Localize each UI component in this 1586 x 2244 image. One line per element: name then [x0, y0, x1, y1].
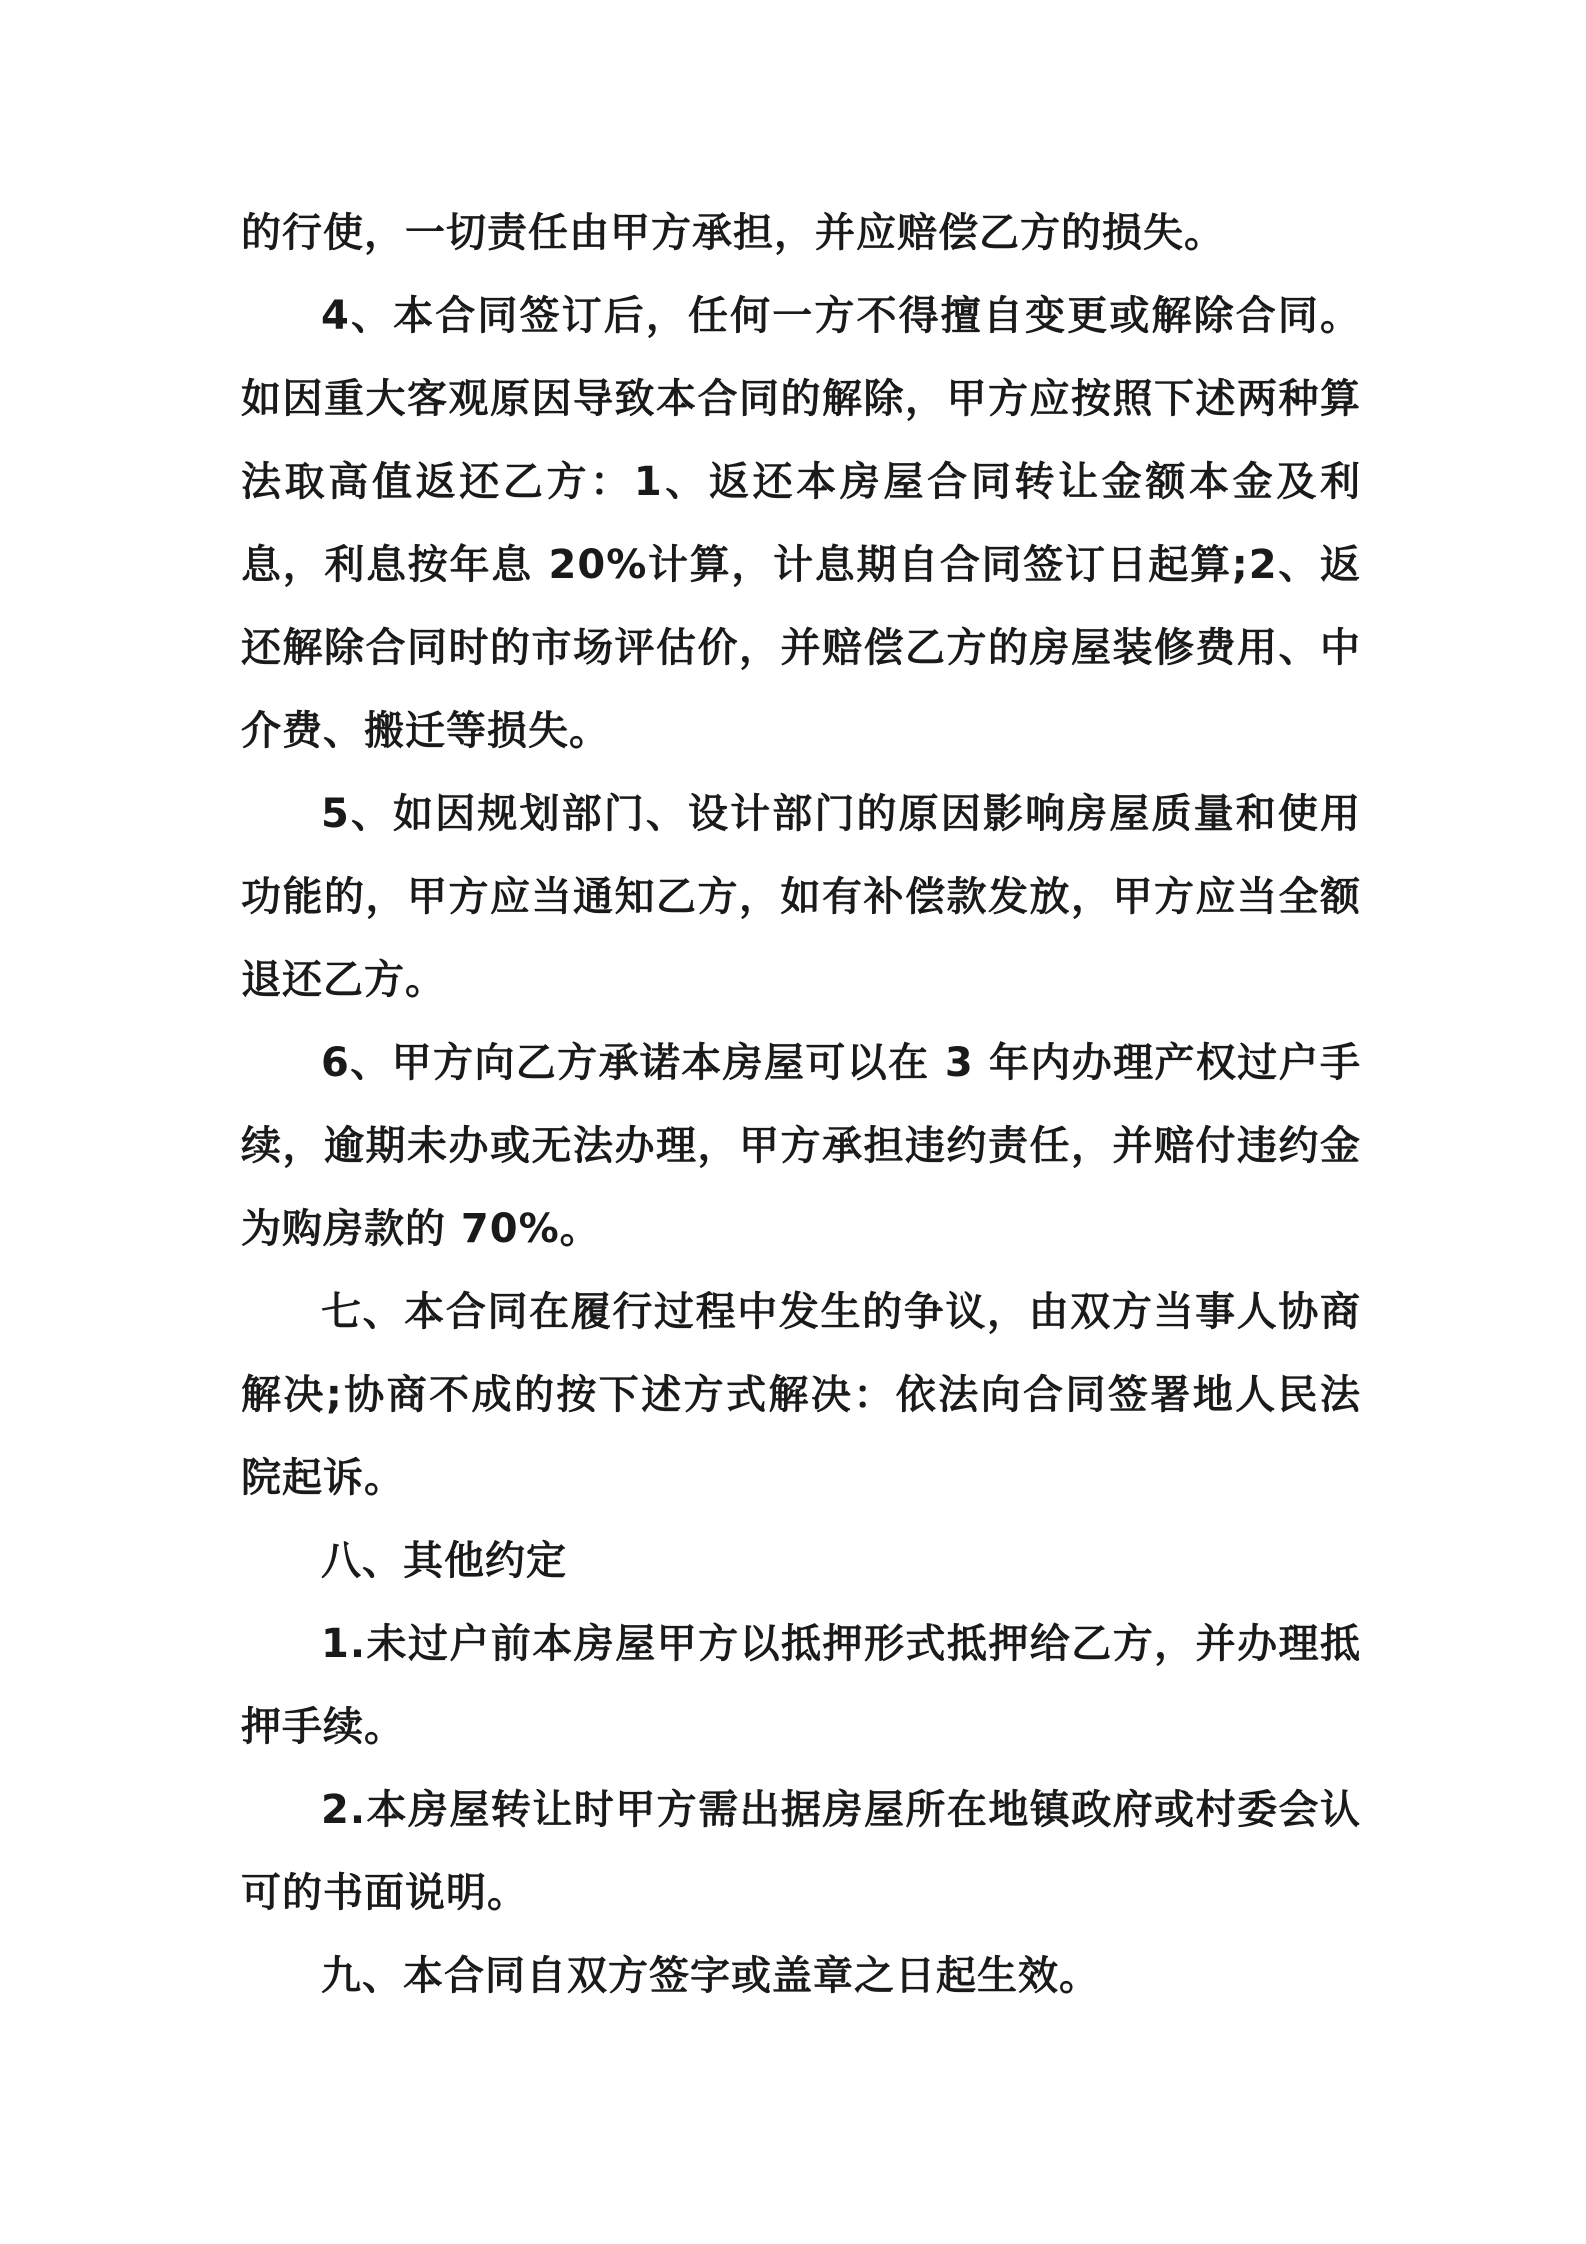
paragraph-section-9: 九、本合同自双方签字或盖章之日起生效。 — [321, 1953, 1100, 1999]
contract-text — [241, 192, 1361, 2018]
paragraph-section-7: 七、本合同在履行过程中发生的争议，由双方当事人协商解决;协商不成的按下述方式解决：依法向合同签署地人民法院起诉。 — [241, 1289, 1361, 1501]
paragraph-clause-6: 6、甲方向乙方承诺本房屋可以在 3 年内办理产权过户手续，逾期未办或无法办理，甲方承担违约责任，并赔付违约金为购房款的 70%。 — [241, 1040, 1361, 1252]
paragraph-clause-4: 4、本合同签订后，任何一方不得擅自变更或解除合同。如因重大客观原因导致本合同的解除，甲方应按照下述两种算法取高值返还乙方：1、返还本房屋合同转让金额本金及利息，利息按年息 20%计算，计息期自合同签订日起算;2、返还解除合同时的市场评估价，并赔偿乙方的房屋装修费用、中介费、搬迁等损失。 — [241, 293, 1361, 754]
paragraph-section-8-item-2: 2.本房屋转让时甲方需出据房屋所在地镇政府或村委会认可的书面说明。 — [241, 1787, 1361, 1916]
paragraph-continuation: 的行使，一切责任由甲方承担，并应赔偿乙方的损失。 — [241, 210, 1225, 256]
paragraph-section-8-item-1: 1.未过户前本房屋甲方以抵押形式抵押给乙方，并办理抵押手续。 — [241, 1621, 1361, 1750]
paragraph-section-8-heading: 八、其他约定 — [321, 1538, 567, 1584]
paragraph-clause-5: 5、如因规划部门、设计部门的原因影响房屋质量和使用功能的，甲方应当通知乙方，如有补偿款发放，甲方应当全额退还乙方。 — [241, 791, 1361, 1003]
